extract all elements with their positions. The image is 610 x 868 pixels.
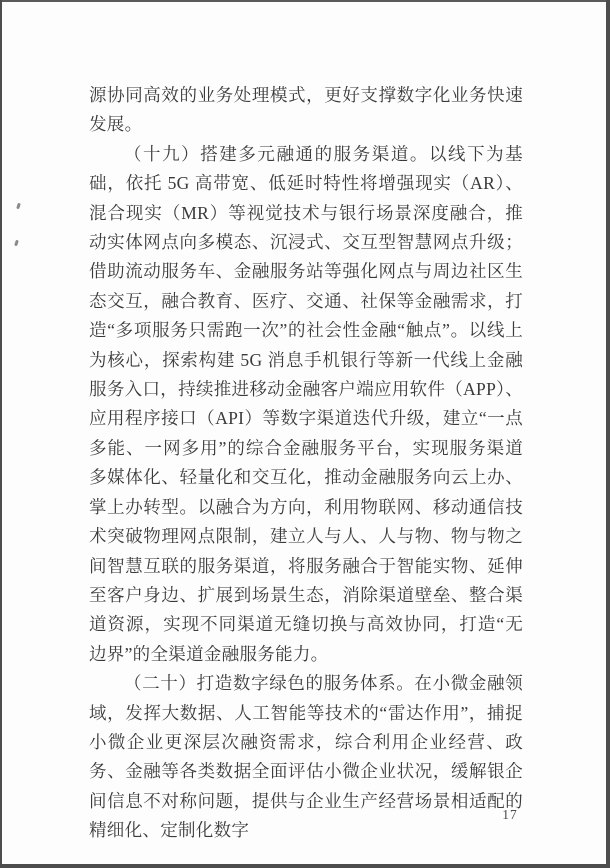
scan-edge-right [606, 0, 610, 868]
page-number: 17 [502, 807, 518, 822]
paragraph-item-20: （二十）打造数字绿色的服务体系。在小微金融领域，发挥大数据、人工智能等技术的“雷达作用”，捕捉小微企业更深层次融资需求，综合利用企业经营、政务、金融等各类数据全面评估小微企业状况，缓解银企间信息不对称问题，提供与企业生产经营场景相适配的精细化、定制化数字 [89, 673, 523, 841]
body-text [89, 81, 523, 846]
scan-speckle [14, 240, 19, 247]
scan-edge-top [0, 0, 610, 2]
paragraph-continuation: 源协同高效的业务处理模式，更好支撑数字化业务快速发展。 [89, 85, 523, 135]
scan-edge-bottom [0, 864, 610, 868]
paragraph-item-19: （十九）搭建多元融通的服务渠道。以线下为基础，依托 5G 高带宽、低延时特性将增强现实（AR）、混合现实（MR）等视觉技术与银行场景深度融合，推动实体网点向多模态、沉浸式、交互型智慧网点升级；借助流动服务车、金融服务站等强化网点与周边社区生态交互，融合教育、医疗、交通、社保等金融需求，打造“多项服务只需跑一次”的社会性金融“触点”。以线上为核心，探索构建 5G 消息手机银行等新一代线上金融服务入口，持续推进移动金融客户端应用软件（APP）、应用程序接口（API）等数字渠道迭代升级，建立“一点多能、一网多用”的综合金融服务平台，实现服务渠道多媒体化、轻量化和交互化，推动金融服务向云上办、掌上办转型。以融合为方向，利用物联网、移动通信技术突破物理网点限制，建立人与人、人与物、物与物之间智慧互联的服务渠道，将服务融合于智能实物、延伸至客户身边、扩展到场景生态，消除渠道壁垒、整合渠道资源，实现不同渠道无缝切换与高效协同，打造“无边界”的全渠道金融服务能力。 [89, 143, 523, 664]
scan-speckle [16, 203, 21, 210]
scan-edge-left [0, 0, 2, 868]
